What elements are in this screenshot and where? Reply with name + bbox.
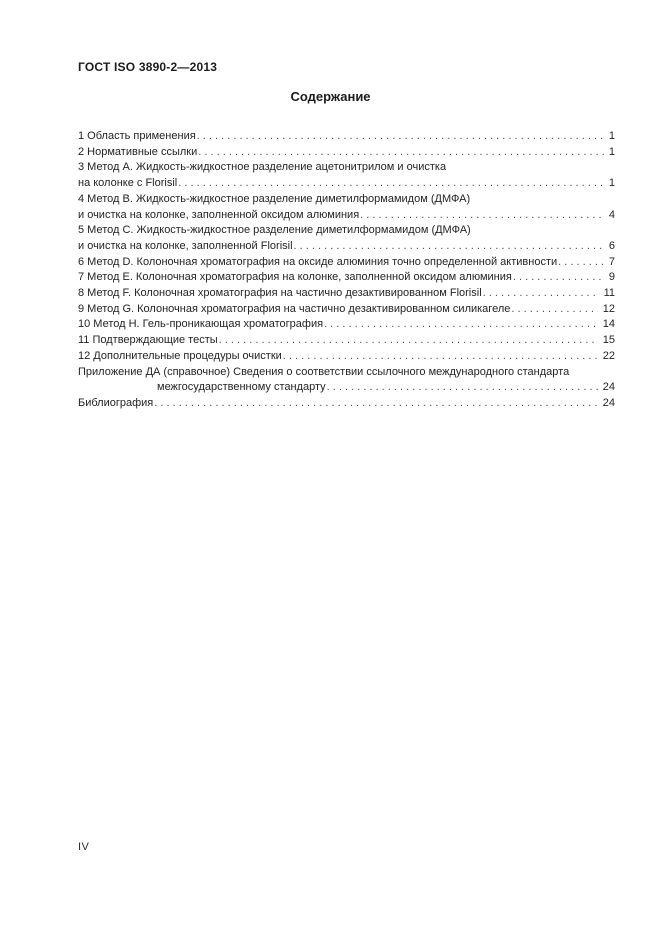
toc-entry-line bbox=[78, 160, 615, 176]
toc-page-number: 6 bbox=[608, 239, 615, 252]
toc-entry-line bbox=[78, 176, 615, 192]
dot-leader bbox=[327, 380, 598, 396]
dot-leader bbox=[178, 176, 604, 192]
toc-page-number: 22 bbox=[602, 349, 615, 362]
toc-entry-text: и очистка на колонке, заполненной Florisil bbox=[78, 239, 293, 252]
toc-entry-line bbox=[78, 317, 615, 333]
toc-entry-text: 10 Метод H. Гель-проникающая хроматография bbox=[78, 318, 324, 331]
toc-entry-text: 6 Метод D. Колоночная хроматография на оксиде алюминия точно определенной активности bbox=[78, 255, 558, 268]
dot-leader bbox=[513, 270, 604, 286]
toc-entry-line bbox=[78, 333, 615, 349]
dot-leader bbox=[558, 255, 604, 271]
toc-entry-text: 8 Метод F. Колоночная хроматография на частично дезактивированном Florisil bbox=[78, 287, 482, 300]
toc-entry-text: Приложение ДА (справочное) Сведения о соответствии ссылочного международного стандарта bbox=[78, 365, 570, 378]
toc-entry-text: межгосударственному стандарту bbox=[157, 381, 326, 394]
dot-leader bbox=[294, 239, 604, 255]
toc-entry-line bbox=[78, 223, 615, 239]
toc-page-number: 7 bbox=[608, 255, 615, 268]
toc-page-number: 12 bbox=[602, 302, 615, 315]
toc-page-number: 11 bbox=[603, 287, 615, 300]
toc-entry-text: 7 Метод E. Колоночная хроматография на колонке, заполненной оксидом алюминия bbox=[78, 271, 512, 284]
toc-page-number: 4 bbox=[608, 208, 615, 221]
toc-page-number: 14 bbox=[602, 318, 615, 331]
document-designation: ГОСТ ISO 3890-2—2013 bbox=[78, 60, 218, 74]
toc-page-number: 1 bbox=[608, 145, 615, 158]
toc-entry-text: Библиография bbox=[78, 396, 154, 409]
toc-entry-text: 11 Подтверждающие тесты bbox=[78, 334, 218, 347]
toc-entry-line bbox=[78, 239, 615, 255]
dot-leader bbox=[197, 129, 604, 145]
dot-leader bbox=[219, 333, 598, 349]
toc-entry-text: 4 Метод B. Жидкость-жидкостное разделение диметилформамидом (ДМФА) bbox=[78, 192, 471, 205]
toc-page-number: 15 bbox=[602, 334, 615, 347]
toc-entry-text: 12 Дополнительные процедуры очистки bbox=[78, 349, 282, 362]
toc-entry-line bbox=[78, 270, 615, 286]
dot-leader bbox=[198, 145, 604, 161]
toc-page-number: 24 bbox=[602, 396, 615, 409]
table-of-contents bbox=[78, 129, 615, 412]
toc-entry-text: 2 Нормативные ссылки bbox=[78, 145, 198, 158]
toc-page-number: 24 bbox=[602, 381, 615, 394]
toc-entry-text: 5 Метод C. Жидкость-жидкостное разделение диметилформамидом (ДМФА) bbox=[78, 224, 471, 237]
toc-entry-line bbox=[78, 302, 615, 318]
toc-entry-line bbox=[78, 396, 615, 412]
toc-entry-line bbox=[78, 208, 615, 224]
toc-entry-line bbox=[78, 145, 615, 161]
toc-entry-line bbox=[78, 192, 615, 208]
toc-entry-text: 3 Метод A. Жидкость-жидкостное разделение ацетонитрилом и очистка bbox=[78, 161, 447, 174]
toc-entry-line bbox=[78, 129, 615, 145]
toc-entry-line bbox=[78, 255, 615, 271]
toc-page-number: 1 bbox=[608, 177, 615, 190]
dot-leader bbox=[154, 396, 598, 412]
dot-leader bbox=[324, 317, 598, 333]
toc-entry-text: 1 Область применения bbox=[78, 130, 196, 142]
dot-leader bbox=[283, 349, 598, 365]
footer-page-number: IV bbox=[78, 841, 90, 853]
page-title: Содержание bbox=[290, 89, 371, 104]
dot-leader bbox=[360, 208, 604, 224]
dot-leader bbox=[483, 286, 599, 302]
toc-entry-line bbox=[78, 380, 615, 396]
toc-entry-text: и очистка на колонке, заполненной оксидом алюминия bbox=[78, 208, 360, 221]
toc-entry-line bbox=[78, 349, 615, 365]
toc-entry-line bbox=[78, 365, 615, 381]
toc-entry-text: 9 Метод G. Колоночная хроматография на частично дезактивированном силикагеле bbox=[78, 302, 511, 315]
toc-entry-text: на колонке с Florisil bbox=[78, 177, 178, 190]
dot-leader bbox=[511, 302, 597, 318]
toc-page-number: 9 bbox=[608, 271, 615, 284]
toc-page-number: 1 bbox=[608, 130, 615, 142]
toc-entry-line bbox=[78, 286, 615, 302]
